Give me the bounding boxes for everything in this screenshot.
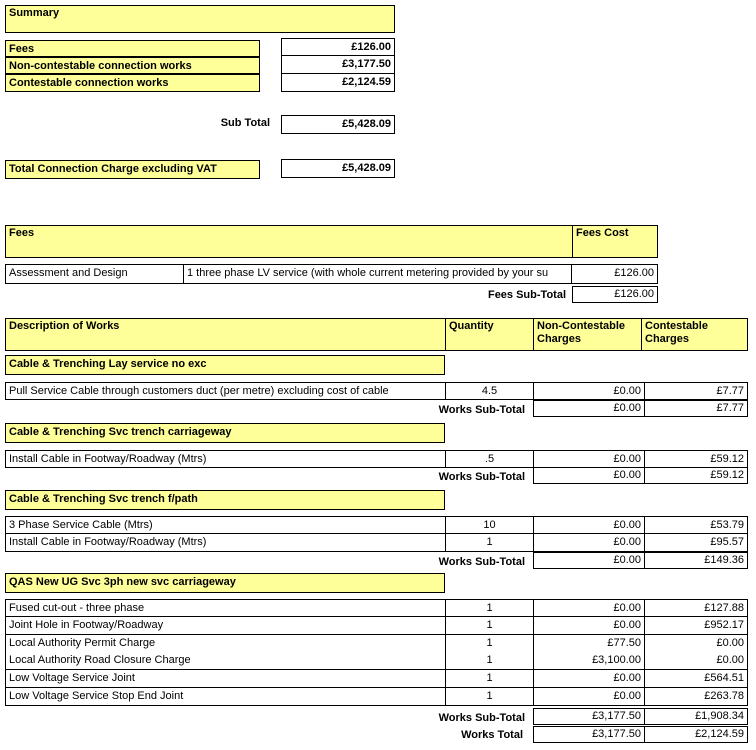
summary-contestable-label: Contestable connection works bbox=[5, 74, 260, 92]
works-row-desc: Install Cable in Footway/Roadway (Mtrs) bbox=[5, 450, 445, 468]
fees-subtotal-label: Fees Sub-Total bbox=[487, 289, 566, 301]
works-row-desc: Local Authority Road Closure Charge bbox=[5, 652, 445, 670]
works-subtotal-c: £149.36 bbox=[644, 552, 748, 569]
works-subtotal-nc: £0.00 bbox=[533, 400, 644, 417]
works-row-c: £564.51 bbox=[644, 670, 748, 688]
works-row-c: £95.57 bbox=[644, 534, 748, 552]
works-row-qty: 4.5 bbox=[445, 382, 533, 400]
works-row-nc: £0.00 bbox=[533, 450, 644, 468]
works-row-nc: £0.00 bbox=[533, 599, 644, 617]
summary-subtotal-label: Sub Total bbox=[220, 117, 270, 129]
works-row-qty: 10 bbox=[445, 516, 533, 534]
works-row-desc: Local Authority Permit Charge bbox=[5, 635, 445, 653]
works-row-c: £53.79 bbox=[644, 516, 748, 534]
summary-noncontestable-label: Non-contestable connection works bbox=[5, 57, 260, 74]
fees-subtotal-value: £126.00 bbox=[572, 286, 658, 303]
works-row-nc: £0.00 bbox=[533, 688, 644, 706]
works-subtotal-label: Works Sub-Total bbox=[438, 404, 525, 416]
works-row-qty: 1 bbox=[445, 688, 533, 706]
fees-item-desc: 1 three phase LV service (with whole current metering provided by your su bbox=[184, 264, 572, 284]
fees-cost-header: Fees Cost bbox=[572, 225, 658, 258]
works-row-nc: £0.00 bbox=[533, 382, 644, 400]
works-row-c: £952.17 bbox=[644, 617, 748, 635]
works-row-c: £0.00 bbox=[644, 652, 748, 670]
works-subtotal-c: £1,908.34 bbox=[644, 708, 748, 725]
works-row-c: £263.78 bbox=[644, 688, 748, 706]
fees-item-cost: £126.00 bbox=[572, 264, 658, 284]
summary-total-value: £5,428.09 bbox=[281, 159, 395, 178]
works-row-c: £0.00 bbox=[644, 635, 748, 653]
works-row-nc: £0.00 bbox=[533, 617, 644, 635]
works-header-contestable: Contestable Charges bbox=[641, 318, 748, 351]
works-row-qty: 1 bbox=[445, 635, 533, 653]
summary-total-label: Total Connection Charge excluding VAT bbox=[5, 160, 260, 179]
works-row-desc: Fused cut-out - three phase bbox=[5, 599, 445, 617]
works-row-desc: Install Cable in Footway/Roadway (Mtrs) bbox=[5, 534, 445, 552]
summary-subtotal-value: £5,428.09 bbox=[281, 115, 395, 134]
works-total-nc: £3,177.50 bbox=[533, 726, 644, 743]
summary-header bbox=[5, 5, 395, 33]
summary-noncontestable-value: £3,177.50 bbox=[281, 56, 395, 74]
works-total-c: £2,124.59 bbox=[644, 726, 748, 743]
works-row-c: £7.77 bbox=[644, 382, 748, 400]
works-row-c: £127.88 bbox=[644, 599, 748, 617]
works-group-title: Cable & Trenching Lay service no exc bbox=[5, 355, 445, 375]
works-row-qty: 1 bbox=[445, 670, 533, 688]
works-subtotal-nc: £0.00 bbox=[533, 467, 644, 484]
works-row-nc: £77.50 bbox=[533, 635, 644, 653]
works-total-label: Works Total bbox=[461, 729, 523, 741]
works-row-desc: Low Voltage Service Stop End Joint bbox=[5, 688, 445, 706]
works-row-nc: £0.00 bbox=[533, 670, 644, 688]
works-header-description: Description of Works bbox=[5, 318, 445, 351]
works-subtotal-nc: £0.00 bbox=[533, 552, 644, 569]
works-subtotal-c: £59.12 bbox=[644, 467, 748, 484]
summary-fees-value: £126.00 bbox=[281, 38, 395, 56]
works-group-title: QAS New UG Svc 3ph new svc carriageway bbox=[5, 573, 445, 593]
works-subtotal-label: Works Sub-Total bbox=[438, 471, 525, 483]
works-row-qty: 1 bbox=[445, 617, 533, 635]
works-row-nc: £3,100.00 bbox=[533, 652, 644, 670]
works-row-qty: 1 bbox=[445, 652, 533, 670]
works-row-desc: Pull Service Cable through customers duct (per metre) excluding cost of cable bbox=[5, 382, 445, 400]
works-header-noncontestable: Non-Contestable Charges bbox=[533, 318, 641, 351]
works-row-qty: .5 bbox=[445, 450, 533, 468]
summary-title: Summary bbox=[9, 7, 60, 19]
works-row-desc: 3 Phase Service Cable (Mtrs) bbox=[5, 516, 445, 534]
works-row-qty: 1 bbox=[445, 599, 533, 617]
works-header-quantity: Quantity bbox=[445, 318, 533, 351]
works-group-title: Cable & Trenching Svc trench carriageway bbox=[5, 423, 445, 443]
works-row-desc: Low Voltage Service Joint bbox=[5, 670, 445, 688]
fees-item-name: Assessment and Design bbox=[5, 264, 184, 284]
works-row-qty: 1 bbox=[445, 534, 533, 552]
summary-contestable-value: £2,124.59 bbox=[281, 74, 395, 92]
summary-fees-label: Fees bbox=[5, 40, 260, 57]
fees-header: Fees bbox=[5, 225, 572, 258]
works-group-title: Cable & Trenching Svc trench f/path bbox=[5, 490, 445, 510]
works-subtotal-c: £7.77 bbox=[644, 400, 748, 417]
works-subtotal-label: Works Sub-Total bbox=[438, 712, 525, 724]
works-row-desc: Joint Hole in Footway/Roadway bbox=[5, 617, 445, 635]
works-row-c: £59.12 bbox=[644, 450, 748, 468]
works-subtotal-label: Works Sub-Total bbox=[438, 556, 525, 568]
works-subtotal-nc: £3,177.50 bbox=[533, 708, 644, 725]
works-row-nc: £0.00 bbox=[533, 516, 644, 534]
works-row-nc: £0.00 bbox=[533, 534, 644, 552]
